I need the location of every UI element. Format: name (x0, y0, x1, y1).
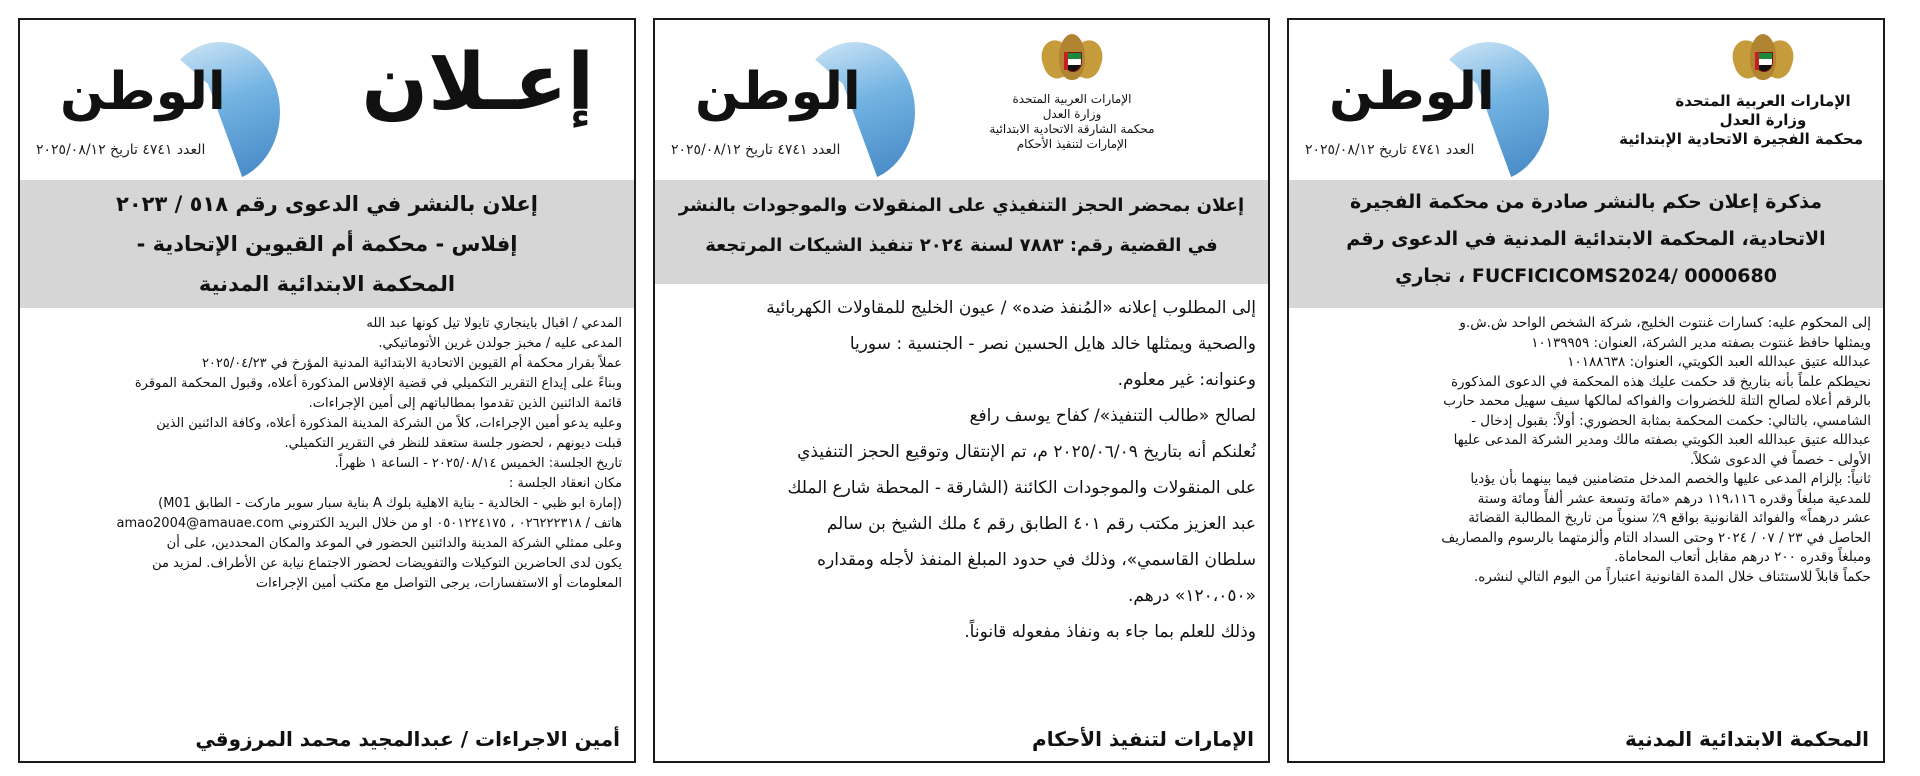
notice-header (20, 20, 634, 180)
title-line: الاتحادية، المحكمة الابتدائية المدنية في الدعوى رقم (1346, 228, 1826, 250)
org-line: محكمة الشارقة الاتحادية الابتدائية (989, 122, 1155, 136)
body-line: الحاصل في ٢٣ / ٠٧ / ٢٠٢٤ وحتى السداد التام وألزمتهما بالرسوم والمصاريف (1441, 529, 1871, 546)
body-line: والصحية ويمثلها خالد هايل الحسين نصر - الجنسية : سوريا (849, 334, 1256, 354)
body-line: نُعلنكم أنه بتاريخ ٢٠٢٥/٠٦/٠٩ م، تم الإنتقال وتوقيع الحجز التنفيذي (797, 442, 1256, 462)
notice-header (1289, 20, 1883, 180)
issuer-block (1619, 30, 1863, 149)
body-line: وبناءً على إيداع التقرير التكميلي في قضية الإفلاس المذكورة أعلاه، وقبول المحكمة الموقرة (134, 376, 622, 391)
notice-sharjah-execution (653, 18, 1270, 763)
logo-text: الوطن (60, 62, 226, 122)
org-line: الإمارات العربية المتحدة (1675, 92, 1851, 110)
logo-text: الوطن (1329, 62, 1495, 122)
issuer-block (972, 30, 1172, 152)
title-line: مذكرة إعلان حكم بالنشر صادرة من محكمة الفجيرة (1349, 191, 1823, 213)
notice-umm-al-quwain-bankruptcy (18, 18, 636, 763)
body-line: على المنقولات والموجودات الكائنة (الشارقة - المحطة شارع الملك (787, 478, 1256, 498)
body-line: نحيطكم علماً بأنه بتاريخ قد حكمت عليك هذه المحكمة في الدعوى المذكورة (1450, 373, 1871, 390)
announcement-heading: إعـلان (361, 38, 594, 128)
body-line: ثانياً: بإلزام المدعى عليها والخصم المدخل متضامنين فيما بينهما بأن يؤديا (1470, 471, 1871, 487)
notice-title (655, 180, 1268, 284)
body-line: وعليه يدعو أمين الإجراءات، كلاً من الشركة المدينة المذكورة أعلاه، وكافة الدائنين الذين (156, 416, 622, 431)
notice-title (1289, 180, 1883, 308)
body-line: ومبلغاً وقدره ٢٠٠ درهم مقابل أتعاب المحاماة. (1614, 549, 1871, 565)
body-line: إلى المحكوم عليه: كسارات غنتوت الخليج، شركة الشخص الواحد ش.ش.و (1459, 315, 1871, 331)
uae-emblem-icon (1042, 30, 1102, 88)
body-line: عشر درهماً» والفوائد القانونية بواقع ٩٪ سنوياً من تاريخ المطالبة القضائة (1468, 510, 1871, 526)
notice-title (20, 180, 634, 308)
title-line: إعلان بالنشر في الدعوى رقم ٥١٨ / ٢٠٢٣ (116, 192, 538, 216)
logo-text: الوطن (695, 62, 861, 122)
issue-date: العدد ٤٧٤١ تاريخ ٢٠٢٥/٠٨/١٢ (671, 142, 841, 158)
body-line: سلطان القاسمي»، وذلك في حدود المبلغ المنفذ لأجله ومقداره (817, 550, 1256, 570)
notice-header (655, 20, 1268, 180)
org-line: الإمارات العربية المتحدة (1012, 92, 1132, 106)
issue-date: العدد ٤٧٤١ تاريخ ٢٠٢٥/٠٨/١٢ (1305, 142, 1475, 158)
body-line: (إمارة ابو ظبي - الخالدية - بناية الاهلية بلوك A بناية سبار سوبر ماركت - الطابق M01) (158, 496, 622, 511)
org-line: محكمة الفجيرة الاتحادية الإبتدائية (1619, 130, 1863, 148)
body-line: المدعي / اقبال باينجاري تايولا تيل كونها عبد الله (366, 316, 622, 331)
body-line: عبد العزيز مكتب رقم ٤٠١ الطابق رقم ٤ ملك الشيخ بن سالم (826, 514, 1256, 534)
notice-body (20, 308, 634, 594)
notice-body (1289, 308, 1883, 587)
issue-date: العدد ٤٧٤١ تاريخ ٢٠٢٥/٠٨/١٢ (36, 142, 206, 158)
body-line: يكون لدى الحاضرين التوكيلات والتفويضات لحضور الاجتماع نيابة عن الأطراف. لمزيد من (152, 556, 622, 571)
org-line: وزارة العدل (1719, 111, 1807, 129)
notice-signature: أمين الاجراءات / عبدالمجيد محمد المرزوقي (195, 727, 620, 751)
body-line: وعنوانه: غير معلوم. (1117, 370, 1256, 390)
body-line: عملاً بقرار محكمة أم القيوين الاتحادية الابتدائية المدنية المؤرخ في ٢٠٢٥/٠٤/٢٣ (201, 356, 622, 371)
uae-emblem-icon (1733, 30, 1793, 88)
body-line: قبلت ديونهم ، لحضور جلسة ستعقد للنظر في التقرير التكميلي. (284, 436, 622, 451)
body-line: الأولى - خصماً في الدعوى شكلاً. (1690, 451, 1871, 468)
body-line: بالرقم أعلاه لصالح التلة للخضروات والفواكه لمالكها سيف سهيل محمد حارب (1443, 393, 1871, 409)
title-line: المحكمة الابتدائية المدنية (198, 272, 456, 296)
notice-body (655, 284, 1268, 650)
body-line: قائمة الدائنين الذين تقدموا بمطالباتهم إلى أمين الإجراءات. (308, 396, 622, 411)
body-line: حكماً قابلاً للاستئناف خلال المدة القانونية اعتباراً من اليوم التالي لنشره. (1473, 568, 1871, 585)
body-line: المدعى عليه / مخبز جولدن غرين الأتوماتيكي. (378, 336, 622, 351)
notice-signature: الإمارات لتنفيذ الأحكام (1032, 727, 1254, 751)
body-line: «١٢٠،٠٥٠» درهم. (1128, 586, 1256, 606)
org-line: الإمارات لتنفيذ الأحكام (1016, 137, 1128, 151)
body-line: عبدالله عتيق عبدالله العبد الكويتي بصفته مالك ومدير الشركة المدعى عليها (1453, 432, 1871, 448)
body-line: إلى المطلوب إعلانه «المُنفذ ضده» / عيون الخليج للمقاولات الكهربائية (766, 298, 1256, 318)
notice-signature: المحكمة الابتدائية المدنية (1624, 727, 1869, 751)
body-line: عبدالله عتيق عبدالله العبد الكويتي، العنوان: ١٠١٨٨٦٣٨ (1567, 354, 1871, 370)
notice-fujairah-court (1287, 18, 1885, 763)
body-line: وذلك للعلم بما جاء به ونفاذ مفعوله قانوناً. (964, 622, 1256, 642)
body-line: ويمثلها حافظ غنتوت بصفته مدير الشركة، العنوان: ١٠١٣٩٩٥٩ (1531, 334, 1871, 351)
title-line: FUCFICICOMS2024/ 0000680 ، تجاري (1395, 265, 1777, 287)
body-line: المعلومات أو الاستفسارات، يرجى التواصل مع مكتب أمين الإجراءات (255, 576, 622, 591)
body-line: تاريخ الجلسة: الخميس ٢٠٢٥/٠٨/١٤ - الساعة ١ ظهراً. (334, 456, 622, 471)
body-line: للمدعية مبلغاً وقدره ١١٩،١١٦ درهم «مائة وتسعة عشر ألفاً ومائة وستة (1477, 490, 1871, 507)
body-line: الشامسي، بالتالي: حكمت المحكمة بمثابة الحضوري: أولاً: بقبول إدخال - (1471, 412, 1871, 429)
body-line: مكان انعقاد الجلسة : (508, 476, 622, 491)
title-line: إفلاس - محكمة أم القيوين الإتحادية - (136, 232, 518, 256)
body-line: هاتف / ٠٢٦٢٢٢٣١٨ ، ٠٥٠١٢٢٤١٧٥ او من خلال البريد الكتروني amao2004@amauae.com (116, 516, 622, 531)
title-line: في القضية رقم: ٧٨٨٣ لسنة ٢٠٢٤ تنفيذ الشيكات المرتجعة (705, 235, 1218, 256)
org-line: وزارة العدل (1042, 107, 1102, 121)
title-line: إعلان بمحضر الحجز التنفيذي على المنقولات والموجودات بالنشر (678, 195, 1245, 216)
body-line: وعلى ممثلي الشركة المدينة والدائنين الحضور في الموعد والمكان المحددين، على أن (166, 536, 622, 551)
body-line: لصالح «طالب التنفيذ»/ كفاح يوسف رافع (969, 406, 1256, 426)
